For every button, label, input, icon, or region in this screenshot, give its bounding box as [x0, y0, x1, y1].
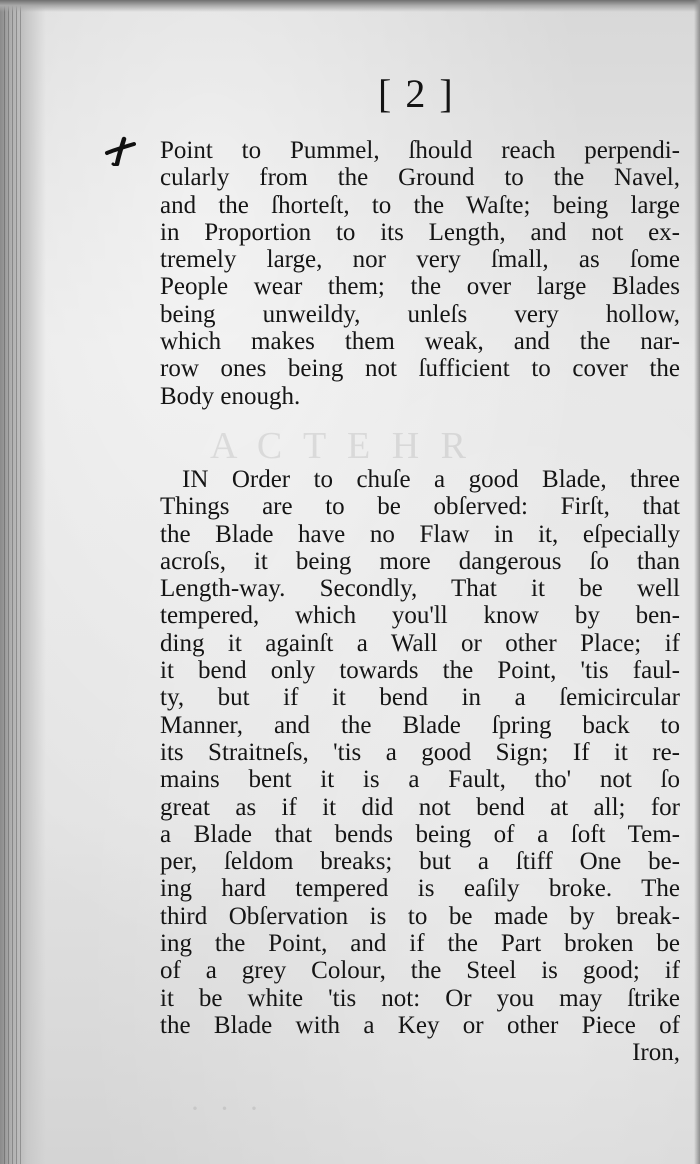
text-line: the Blade with a Key or other Piece of [160, 1011, 680, 1039]
initial-letter: I [182, 466, 191, 493]
paragraph-1 [160, 137, 680, 410]
text-line: Point to Pummel, ſhould reach perpendi- [160, 137, 680, 164]
initial-word-rest: N [190, 466, 209, 493]
text-line: Things are to be obſerved: Firſt, that [160, 493, 680, 521]
text-line: it be white 'tis not: Or you may ſtrike [160, 984, 680, 1012]
text-line: acroſs, it being more dangerous ſo than [160, 547, 680, 575]
text-line: cularly from the Ground to the Navel, [160, 164, 680, 192]
text-line: Body enough. [160, 382, 301, 410]
initial-word [182, 466, 208, 493]
text-line: great as if it did not bend at all; for [160, 793, 680, 821]
first-line-rest: Order to chuſe a good Blade, three [208, 466, 680, 493]
text-line: Length-way. Secondly, That it be well [160, 575, 680, 603]
text-line: per, ſeldom breaks; but a ſtiff One be- [160, 848, 680, 876]
text-line: People wear them; the over large Blades [160, 273, 680, 301]
bleed-through-text: A C T E H R [210, 425, 473, 467]
text-line: which makes them weak, and the nar- [160, 328, 680, 356]
paragraph-2 [160, 466, 680, 1067]
text-line: row ones being not ſufficient to cover the [160, 355, 680, 383]
text-line: it bend only towards the Point, 'tis faul- [160, 657, 680, 685]
text-line: Manner, and the Blade ſpring back to [160, 711, 680, 739]
text-line: tremely large, nor very ſmall, as ſome [160, 246, 680, 274]
text-line: of a grey Colour, the Steel is good; if [160, 957, 680, 985]
page-top-edge [0, 0, 700, 12]
first-text-line [160, 466, 680, 493]
text-line: its Straitneſs, 'tis a good Sign; If it re- [160, 738, 680, 766]
text-line: third Obſervation is to be made by break- [160, 902, 680, 930]
cross-mark-icon [104, 136, 136, 166]
text-line: a Blade that bends being of a ſoft Tem- [160, 820, 680, 848]
text-line: and the ſhorteſt, to the Waſte; being large [160, 191, 680, 219]
text-line: mains bent it is a Fault, tho' not ſo [160, 766, 680, 794]
text-line: ing hard tempered is eaſily broke. The [160, 875, 680, 903]
text-line: ding it againſt a Wall or other Place; if [160, 629, 680, 657]
page-number: [ 2 ] [378, 71, 455, 116]
bleed-through-text: · · · [190, 1092, 265, 1125]
text-line: tempered, which you'll know by ben- [160, 602, 680, 630]
binding-lines [4, 0, 22, 1164]
text-line: being unweildy, unleſs very hollow, [160, 300, 680, 328]
text-line: the Blade have no Flaw in it, eſpecially [160, 520, 680, 548]
text-line: in Proportion to its Length, and not ex- [160, 218, 680, 246]
text-line: ing the Point, and if the Part broken be [160, 930, 680, 958]
catchword: Iron, [632, 1039, 680, 1067]
page-right-edge [694, 0, 700, 1164]
text-line: ty, but if it bend in a ſemicircular [160, 684, 680, 712]
